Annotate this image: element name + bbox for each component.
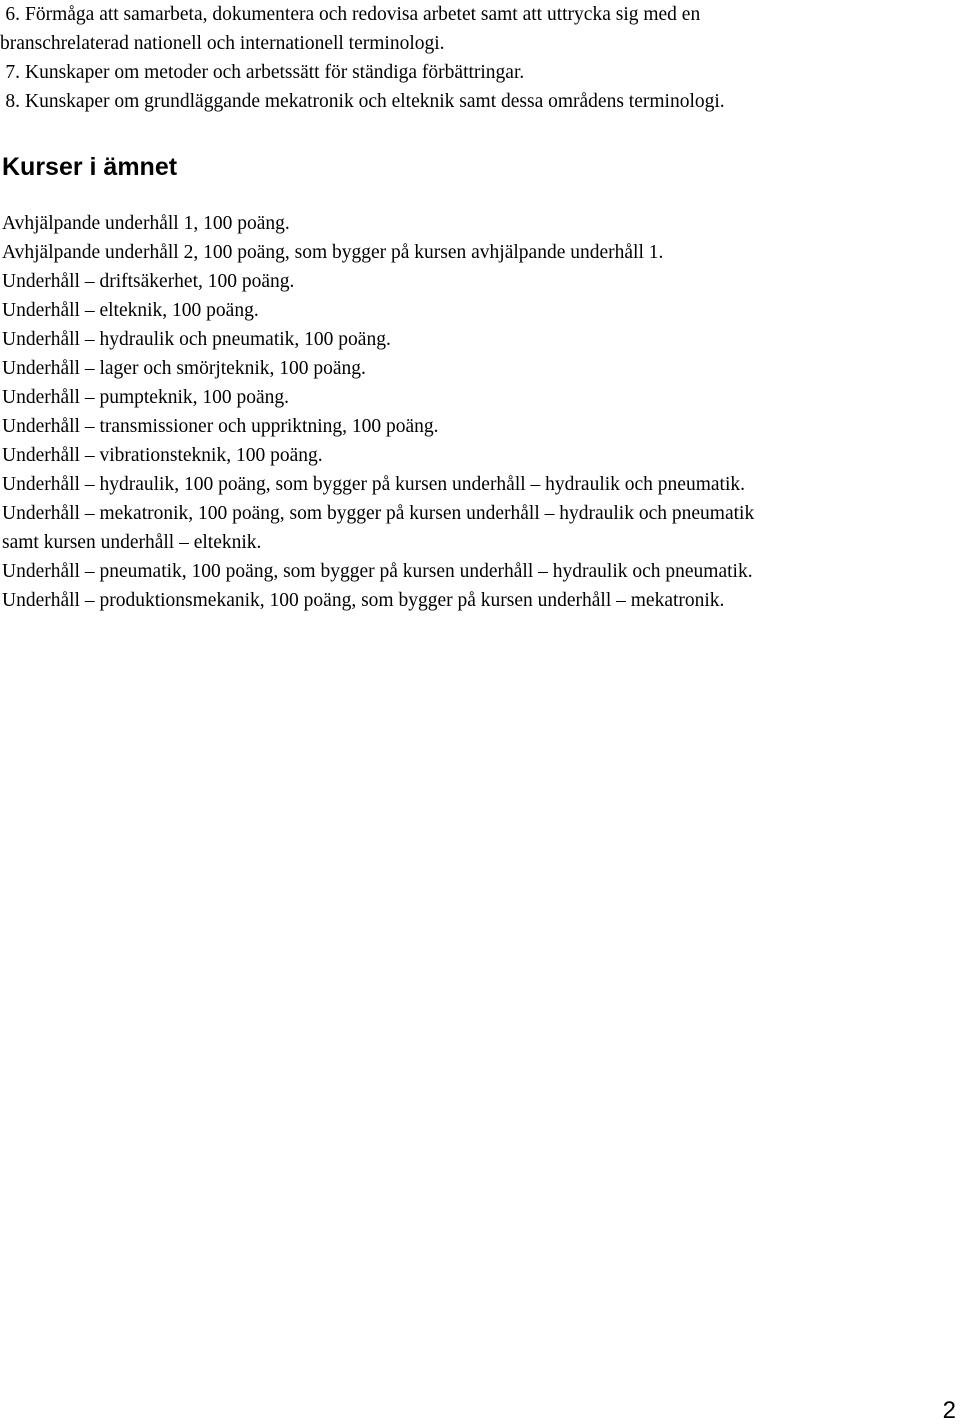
goal-text: Förmåga att samarbeta, dokumentera och redovisa arbetet samt att uttrycka sig med en [25,4,701,25]
course-item: Underhåll – lager och smörjteknik, 100 poäng. [2,358,366,379]
goal-text: Kunskaper om grundläggande mekatronik och elteknik samt dessa områdens terminologi. [25,91,725,112]
goal-number: 7. [5,62,20,83]
course-item: Underhåll – hydraulik, 100 poäng, som bygger på kursen underhåll – hydraulik och pneumatik. [2,474,745,495]
course-item: Underhåll – mekatronik, 100 poäng, som bygger på kursen underhåll – hydraulik och pneumatik [2,503,755,524]
goal-number: 8. [5,91,20,112]
course-item: Avhjälpande underhåll 1, 100 poäng. [2,213,290,234]
course-item: Underhåll – hydraulik och pneumatik, 100 poäng. [2,329,391,350]
course-item: Underhåll – produktionsmekanik, 100 poäng, som bygger på kursen underhåll – mekatronik. [2,590,725,611]
course-list [2,209,902,615]
course-item: Underhåll – vibrationsteknik, 100 poäng. [2,445,323,466]
goal-item-6 [0,0,940,29]
course-item: Underhåll – transmissioner och uppriktning, 100 poäng. [2,416,439,437]
course-item: Underhåll – driftsäkerhet, 100 poäng. [2,271,295,292]
goals-list [0,0,940,116]
course-item: Avhjälpande underhåll 2, 100 poäng, som bygger på kursen avhjälpande underhåll 1. [2,242,664,263]
goal-text: Kunskaper om metoder och arbetssätt för ständiga förbättringar. [25,62,525,83]
goal-number: 6. [5,4,20,25]
course-item: Underhåll – pneumatik, 100 poäng, som bygger på kursen underhåll – hydraulik och pneumatik. [2,561,753,582]
goal-item-6-continuation [0,29,940,58]
goal-item-7 [0,58,940,87]
section-heading: Kurser i ämnet [2,153,178,181]
course-item: Underhåll – pumpteknik, 100 poäng. [2,387,290,408]
page-number: 2 [942,1397,956,1424]
course-item: Underhåll – elteknik, 100 poäng. [2,300,259,321]
course-item-continuation: samt kursen underhåll – elteknik. [2,532,262,553]
goal-item-8 [0,87,940,116]
goal-text-continuation: branschrelaterad nationell och internationell terminologi. [0,33,445,54]
